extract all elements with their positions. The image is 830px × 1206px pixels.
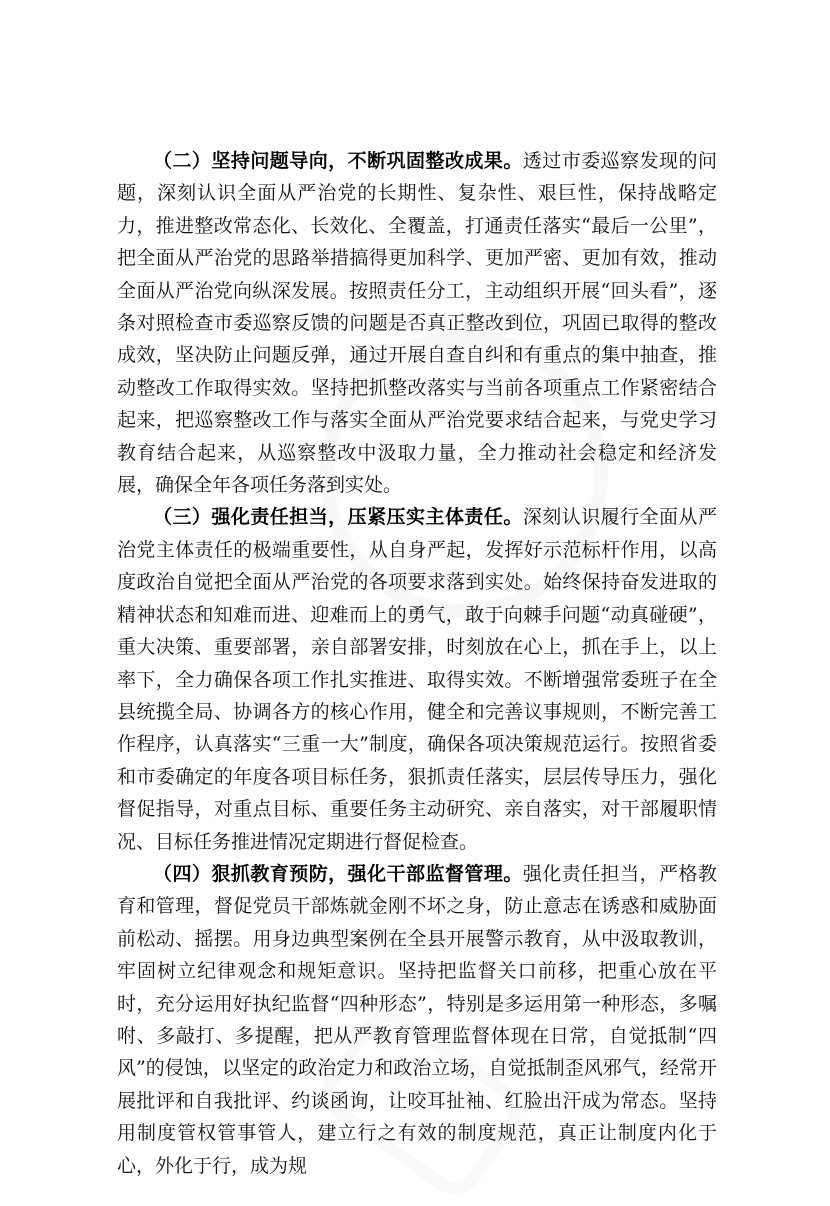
section-3-heading: （三）强化责任担当，压紧压实主体责任。 — [153, 506, 523, 529]
section-4-heading: （四）狠抓教育预防，强化干部监督管理。 — [153, 862, 523, 885]
document-body — [117, 145, 717, 1182]
section-2-heading: （二）坚持问题导向，不断巩固整改成果。 — [153, 150, 523, 172]
section-4-text: 强化责任担当，严格教育和管理，督促党员干部炼就金刚不坏之身，防止意志在诱惑和威胁面前松动、摇摆。用身边典型案例在全县开展警示教育，从中汲取教训，牢固树立纪律观念和规矩意识。坚持把监督关口前移，把重心放在平时，充分运用好执纪监督“四种形态”，特别是多运用第一种形态，多嘱咐、多敲打、多提醒，把从严教育管理监督体现在日常，自觉抵制“四风”的侵蚀，以坚定的政治定力和政治立场，自觉抵制歪风邪气，经常开展批评和自我批评、约谈函询，让咬耳扯袖、红脸出汗成为常态。坚持用制度管权管事管人，建立行之有效的制度规范，真正让制度内化于心，外化于行，成为规 — [117, 862, 717, 1177]
section-2-text: 透过市委巡察发现的问题，深刻认识全面从严治党的长期性、复杂性、艰巨性，保持战略定力，推进整改常态化、长效化、全覆盖，打通责任落实“最后一公里”，把全面从严治党的思路举措搞得更加科学、更加严密、更加有效，推动全面从严治党向纵深发展。按照责任分工，主动组织开展“回头看”，逐条对照检查市委巡察反馈的问题是否真正整改到位，巩固已取得的整改成效，坚决防止问题反弹，通过开展自查自纠和有重点的集中抽查，推动整改工作取得实效。坚持把抓整改落实与当前各项重点工作紧密结合起来，把巡察整改工作与落实全面从严治党要求结合起来，与党史学习教育结合起来，从巡察整改中汲取力量，全力推动社会稳定和经济发展，确保全年各项任务落到实处。 — [117, 150, 717, 497]
paragraph-section-2 — [117, 145, 717, 501]
paragraph-section-4 — [117, 858, 717, 1182]
paragraph-section-3 — [117, 501, 717, 857]
section-3-text: 深刻认识履行全面从严治党主体责任的极端重要性，从自身严起，发挥好示范标杆作用，以高度政治自觉把全面从严治党的各项要求落到实处。始终保持奋发进取的精神状态和知难而进、迎难而上的勇气，敢于向棘手问题“动真碰硬”，重大决策、重要部署，亲自部署安排，时刻放在心上，抓在手上，以上率下，全力确保各项工作扎实推进、取得实效。不断增强常委班子在全县统揽全局、协调各方的核心作用，健全和完善议事规则，不断完善工作程序，认真落实“三重一大”制度，确保各项决策规范运行。按照省委和市委确定的年度各项目标任务，狠抓责任落实，层层传导压力，强化督促指导，对重点目标、重要任务主动研究、亲自落实，对干部履职情况、目标任务推进情况定期进行督促检查。 — [117, 506, 717, 853]
